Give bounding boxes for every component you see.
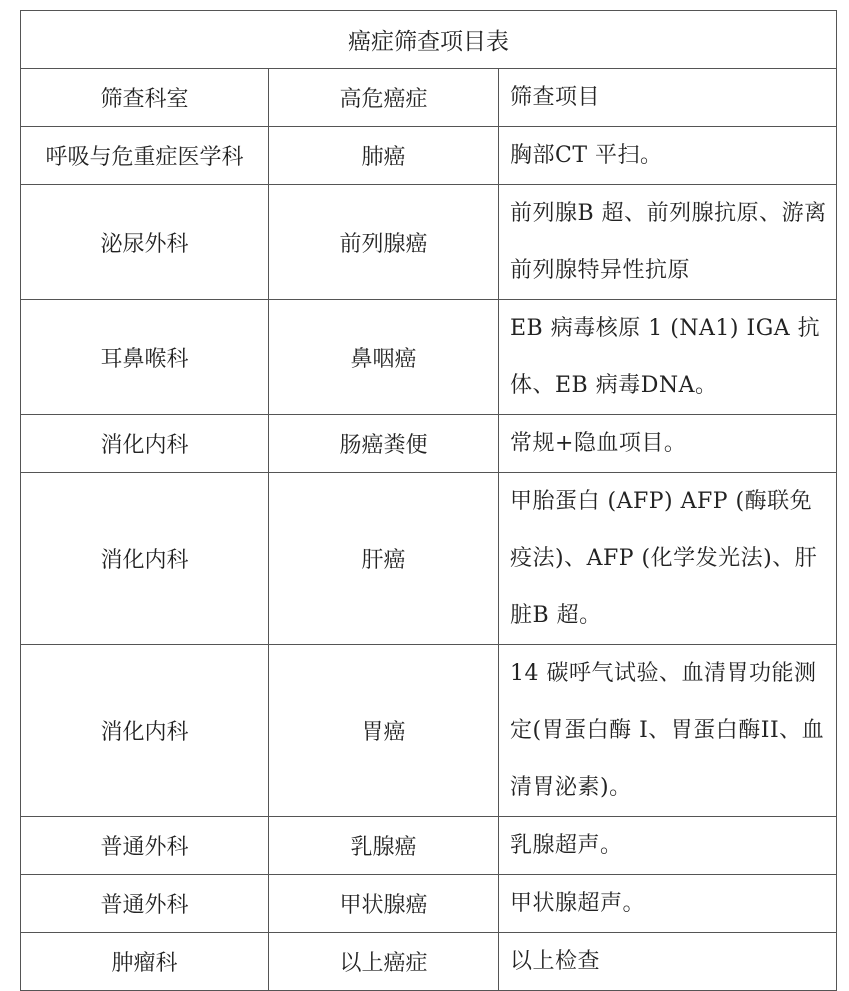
cancer-cell: 以上癌症 [269, 933, 499, 991]
dept-cell: 肿瘤科 [21, 933, 269, 991]
items-cell: 14 碳呼气试验、血清胃功能测定(胃蛋白酶 I、胃蛋白酶II、血清胃泌素)。 [499, 645, 837, 817]
table-header-row [21, 69, 837, 127]
items-cell: 胸部CT 平扫。 [499, 127, 837, 185]
table-row [21, 127, 837, 185]
items-cell: 前列腺B 超、前列腺抗原、游离前列腺特异性抗原 [499, 185, 837, 300]
cancer-cell: 乳腺癌 [269, 817, 499, 875]
header-cancer: 高危癌症 [269, 69, 499, 127]
dept-cell: 消化内科 [21, 645, 269, 817]
table-row [21, 817, 837, 875]
header-items: 筛查项目 [499, 69, 837, 127]
items-cell: 甲状腺超声。 [499, 875, 837, 933]
table-row [21, 875, 837, 933]
table-row [21, 185, 837, 300]
cancer-cell: 胃癌 [269, 645, 499, 817]
cancer-screening-table [20, 10, 837, 991]
cancer-cell: 肝癌 [269, 473, 499, 645]
cancer-cell: 肠癌粪便 [269, 415, 499, 473]
cancer-cell: 前列腺癌 [269, 185, 499, 300]
table-row [21, 300, 837, 415]
items-cell: 甲胎蛋白 (AFP) AFP (酶联免疫法)、AFP (化学发光法)、肝脏B 超。 [499, 473, 837, 645]
dept-cell: 普通外科 [21, 875, 269, 933]
table-title-row [21, 11, 837, 69]
dept-cell: 耳鼻喉科 [21, 300, 269, 415]
dept-cell: 普通外科 [21, 817, 269, 875]
items-cell: 乳腺超声。 [499, 817, 837, 875]
dept-cell: 消化内科 [21, 415, 269, 473]
header-dept: 筛查科室 [21, 69, 269, 127]
cancer-cell: 肺癌 [269, 127, 499, 185]
table-row [21, 473, 837, 645]
items-cell: 以上检查 [499, 933, 837, 991]
table-title: 癌症筛查项目表 [21, 11, 837, 69]
cancer-cell: 甲状腺癌 [269, 875, 499, 933]
table-row [21, 645, 837, 817]
cancer-cell: 鼻咽癌 [269, 300, 499, 415]
dept-cell: 消化内科 [21, 473, 269, 645]
items-cell: 常规+隐血项目。 [499, 415, 837, 473]
dept-cell: 呼吸与危重症医学科 [21, 127, 269, 185]
table-row [21, 933, 837, 991]
items-cell: EB 病毒核原 1 (NA1) IGA 抗体、EB 病毒DNA。 [499, 300, 837, 415]
dept-cell: 泌尿外科 [21, 185, 269, 300]
table-row [21, 415, 837, 473]
